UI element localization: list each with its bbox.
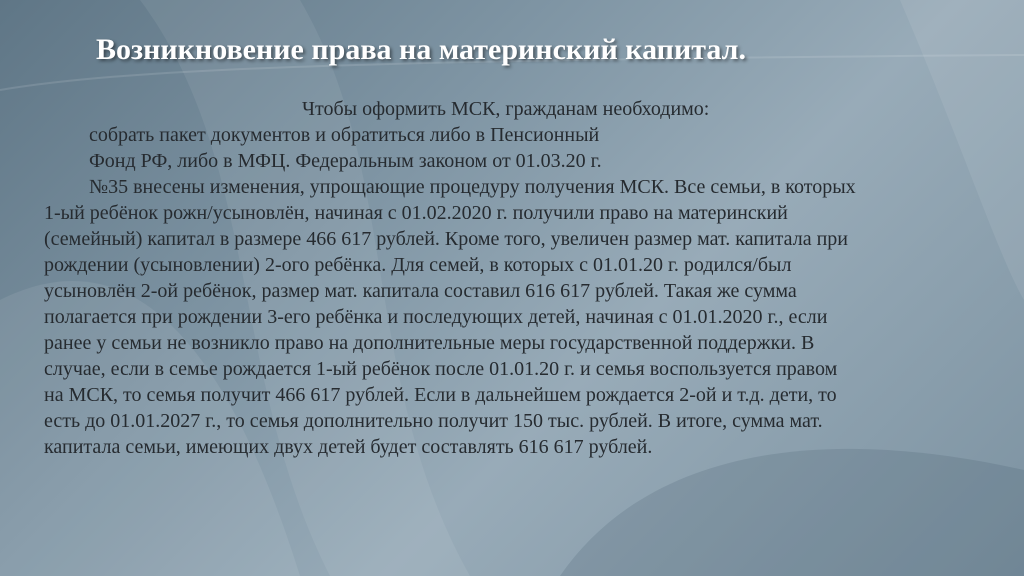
body-line: капитала семьи, имеющих двух детей будет составлять 616 617 рублей. <box>44 436 653 458</box>
body-line: (семейный) капитал в размере 466 617 рублей. Кроме того, увеличен размер мат. капитала при <box>44 228 848 250</box>
body-line: полагается при рождении 3-его ребёнка и последующих детей, начиная с 01.01.2020 г., если <box>44 306 828 328</box>
body-line: Фонд РФ, либо в МФЦ. Федеральным законом от 01.03.20 г. <box>89 150 602 172</box>
body-line: усыновлён 2-ой ребёнок, размер мат. капитала составил 616 617 рублей. Такая же сумма <box>44 280 797 302</box>
slide-body-text <box>44 96 974 460</box>
slide-title: Возникновение права на материнский капитал. <box>96 33 746 66</box>
body-line: №35 внесены изменения, упрощающие процедуру получения МСК. Все семьи, в которых <box>89 176 856 198</box>
body-line: рождении (усыновлении) 2-ого ребёнка. Для семей, в которых с 01.01.20 г. родился/был <box>44 254 792 276</box>
body-line: собрать пакет документов и обратиться либо в Пенсионный <box>89 124 600 146</box>
body-line: ранее у семьи не возникло право на дополнительные меры государственной поддержки. В <box>44 332 815 354</box>
body-line: есть до 01.01.2027 г., то семья дополнительно получит 150 тыс. рублей. В итоге, сумма мат. <box>44 410 823 432</box>
body-line: случае, если в семье рождается 1-ый ребёнок после 01.01.20 г. и семья воспользуется правом <box>44 358 838 380</box>
body-line: 1-ый ребёнок рожн/усыновлён, начиная с 01.02.2020 г. получили право на материнский <box>44 202 788 224</box>
body-line: на МСК, то семья получит 466 617 рублей. Если в дальнейшем рождается 2-ой и т.д. дети, то <box>44 384 837 406</box>
body-line: Чтобы оформить МСК, гражданам необходимо: <box>302 98 710 120</box>
